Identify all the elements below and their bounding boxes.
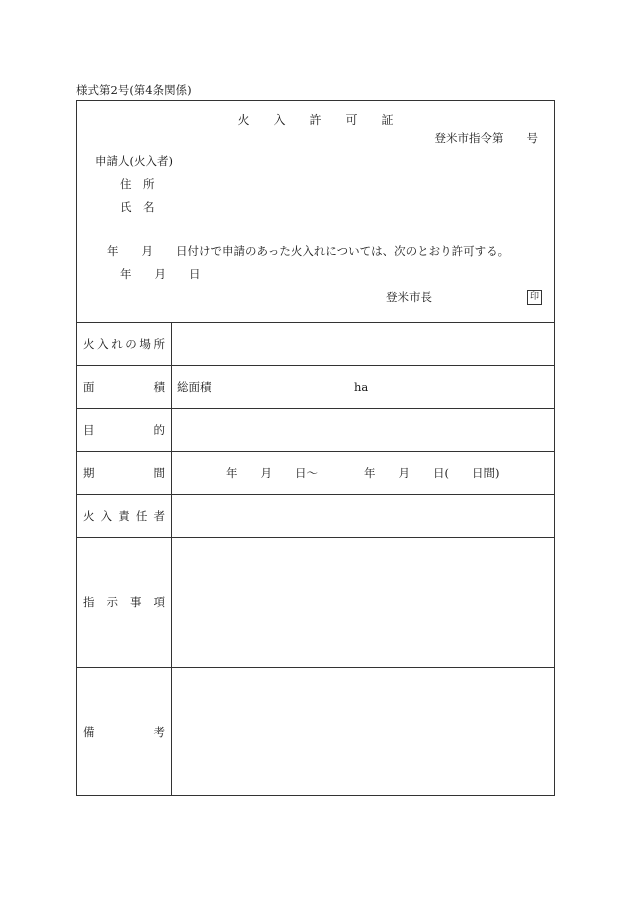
row-label-char: 的 [153, 422, 165, 437]
row-label-char: 面 [83, 379, 95, 394]
row-label-char: 積 [153, 379, 165, 394]
name-label: 氏 名 [120, 200, 155, 214]
row-label [77, 494, 171, 537]
row-value-text: 総面積 [177, 379, 212, 394]
row-divider [77, 408, 554, 409]
row-label-char: 場 [139, 336, 151, 351]
row-label-char: 火 [83, 336, 95, 351]
permit-header [77, 101, 554, 322]
row-label-char: 事 [130, 595, 142, 609]
address-label: 住 所 [120, 177, 155, 191]
row-label-char: 火 [83, 508, 95, 523]
row-label [77, 451, 171, 494]
row-label-char: 入 [97, 336, 109, 351]
row-label-char: 間 [153, 465, 165, 480]
row-label-char: 者 [153, 508, 165, 523]
permit-title [77, 111, 554, 128]
seal-box: 印 [527, 290, 542, 305]
row-label-char: れ [111, 336, 123, 351]
row-label-char: 入 [100, 508, 113, 523]
area-unit: ha [354, 379, 369, 394]
permit-title-char: 入 [273, 113, 286, 127]
form-number: 様式第2号(第4条関係) [76, 83, 192, 97]
row-label-char: 任 [135, 508, 148, 523]
row-value[interactable] [172, 494, 554, 537]
row-value[interactable] [172, 537, 554, 667]
row-value[interactable] [172, 451, 554, 494]
applicant-heading: 申請人(火入者) [95, 154, 173, 168]
permit-title-char: 証 [381, 113, 394, 127]
row-label-char: 期 [83, 465, 95, 480]
row-label [77, 667, 171, 797]
row-label-char: 責 [118, 508, 130, 523]
row-divider [77, 667, 554, 668]
row-value[interactable] [172, 365, 554, 408]
row-label-char: の [125, 336, 137, 351]
permit-title-char: 火 [237, 113, 250, 127]
permit-title-char: 可 [345, 113, 358, 127]
row-value[interactable] [172, 408, 554, 451]
row-divider [77, 365, 554, 366]
row-label [77, 322, 171, 365]
row-value-text: 年 月 日〜 年 月 日( 日間) [226, 465, 500, 480]
application-sentence: 年 月 日付けで申請のあった火入れについては、次のとおり許可する。 [107, 244, 510, 258]
row-divider [77, 494, 554, 495]
row-label-char: 考 [153, 725, 165, 739]
permit-title-char: 許 [309, 113, 322, 127]
row-label-char: 指 [83, 595, 95, 609]
row-label-char: 項 [153, 595, 165, 609]
row-label-char: 所 [153, 336, 165, 351]
row-label-char: 目 [83, 422, 95, 437]
row-label-char: 備 [83, 725, 95, 739]
row-label [77, 408, 171, 451]
row-divider [77, 537, 554, 538]
issuer-title: 登米市長 [386, 290, 432, 304]
row-label [77, 365, 171, 408]
issue-date: 年 月 日 [120, 267, 201, 281]
row-value[interactable] [172, 667, 554, 797]
permit-number: 登米市指令第 号 [434, 131, 538, 145]
row-divider [77, 451, 554, 452]
permit-form [76, 100, 555, 796]
row-value[interactable] [172, 322, 554, 365]
row-label [77, 537, 171, 667]
row-label-char: 示 [106, 595, 118, 609]
